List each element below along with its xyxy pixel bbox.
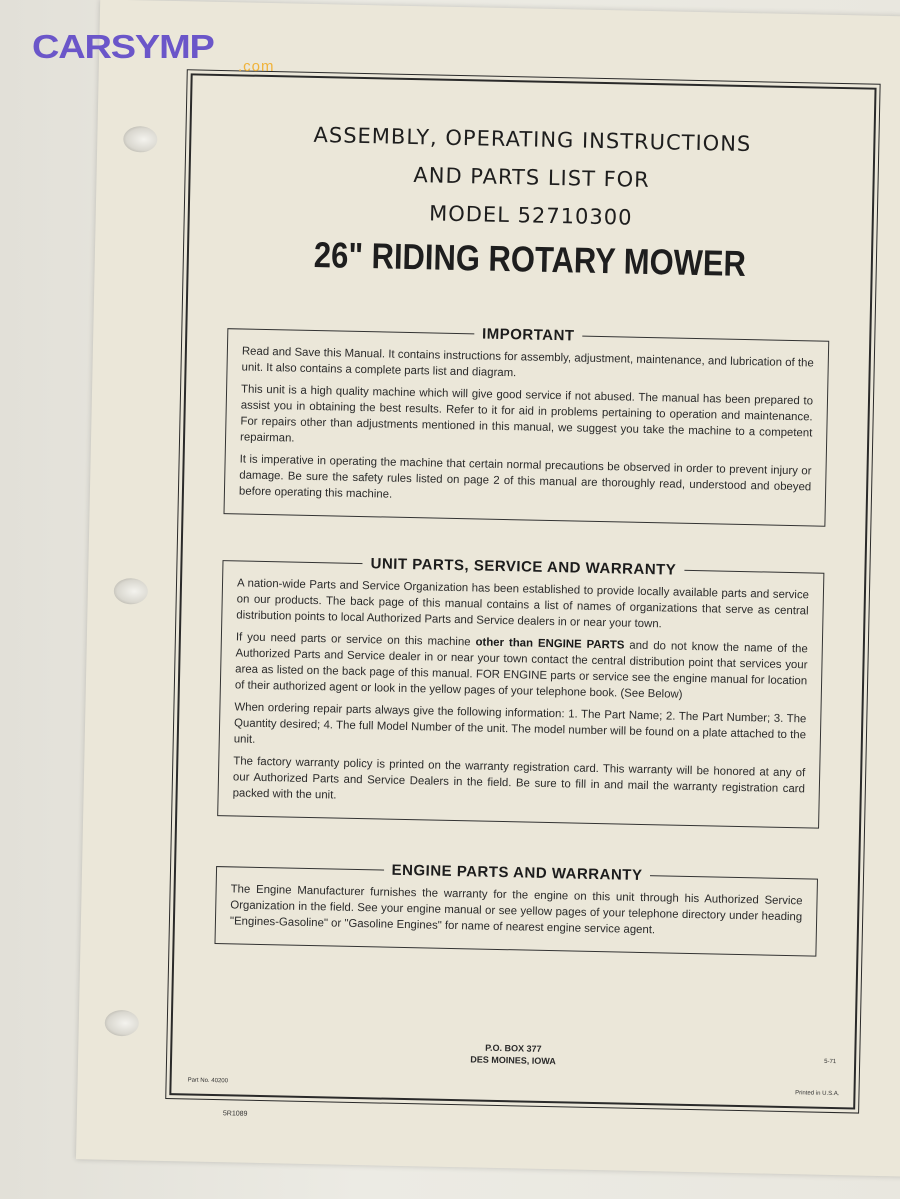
engine-heading: ENGINE PARTS AND WARRANTY <box>383 862 650 885</box>
important-para-1: Read and Save this Manual. It contains instructions for assembly, adjustment, maintenance, and lubrication of the unit. It also contains a complete parts list and diagram. <box>241 345 814 380</box>
punch-hole-bottom <box>105 1010 140 1037</box>
logo-sub-text: .com <box>238 58 275 75</box>
engine-para: The Engine Manufacturer furnishes the warranty for the engine on this unit through his Authorized Service Organization in the field. See your engine manual or see yellow pages of your telephone directory under heading "Engines-Gasoline" or "Gasoline Engines" for name of nearest engine service agent. <box>229 883 803 937</box>
title-line-1: ASSEMBLY, OPERATING INSTRUCTIONS <box>313 122 752 157</box>
important-heading: IMPORTANT <box>474 325 583 344</box>
unit-parts-section <box>217 555 824 829</box>
important-para-2: This unit is a high quality machine which will give good service if not abused. The manual has been prepared to assist you in obtaining the best results. Refer to it for aid in problems pertaining to operation and maintenance. For repairs other than adjustments mentioned in this manual, we suggest you take the machine to a competent repairman. <box>239 383 814 445</box>
part-number: Part No. 40200 <box>187 1077 229 1085</box>
logo-main-text: CARSYMP <box>32 28 214 65</box>
punch-hole-middle <box>114 578 149 605</box>
title-line-2: AND PARTS LIST FOR <box>413 163 651 192</box>
unit-parts-para-4: The factory warranty policy is printed on the warranty registration card. This warranty will be honored at any of our Authorized Parts and Service Dealers in the field. Be sure to fill in and mail the warranty registration card packed with the unit. <box>232 755 806 802</box>
manual-page <box>76 0 900 1177</box>
punch-hole-top <box>123 126 158 153</box>
title-block <box>189 113 874 287</box>
printed-in: Printed in U.S.A. <box>795 1090 840 1098</box>
important-section <box>223 325 829 527</box>
unit-parts-para-1: A nation-wide Parts and Service Organization has been established to provide locally available parts and service on our products. The back page of this manual contains a list of names of organizations that serve as central distribution points to local Authorized Parts and Service dealers in or near your town. <box>236 577 810 631</box>
po-box: P.O. BOX 377 <box>485 1042 542 1054</box>
important-para-3: It is imperative in operating the machine that certain normal precautions be observed in order to prevent injury or damage. Be sure the safety rules listed on page 2 of this manual are thoroughly read, understood and obeyed before operating this machine. <box>238 453 812 501</box>
date-code: 5-71 <box>824 1058 837 1066</box>
engine-parts-emphasis: other than ENGINE PARTS <box>475 636 625 652</box>
unit-parts-para-3: When ordering repair parts always give the following information: 1. The Part Name; 2. The Part Number; 3. The Quantity desired; 4. The full Model Number of the unit. The model number will be found on a plate attached to the unit. <box>233 701 807 746</box>
carsymp-logo <box>32 28 275 75</box>
page-border <box>169 73 876 1109</box>
unit-parts-para-2: If you need parts or service on this machine other than ENGINE PARTS and do not know the name of the Authorized Parts and Service dealer in or near your town contact the central distribution point that services your area as listed on the back page of this manual. FOR ENGINE parts or service see the engine manual for location of their authorized agent or look in the yellow pages of your telephone book. (See Below) <box>234 631 808 701</box>
stamp-code: 5R1089 <box>222 1110 248 1118</box>
city: DES MOINES, IOWA <box>470 1054 556 1067</box>
engine-section <box>214 861 818 957</box>
unit-parts-heading: UNIT PARTS, SERVICE AND WARRANTY <box>362 555 684 579</box>
address-block <box>172 1035 854 1073</box>
page-title: 26" RIDING ROTARY MOWER <box>313 233 747 285</box>
title-model: MODEL 52710300 <box>428 201 633 230</box>
